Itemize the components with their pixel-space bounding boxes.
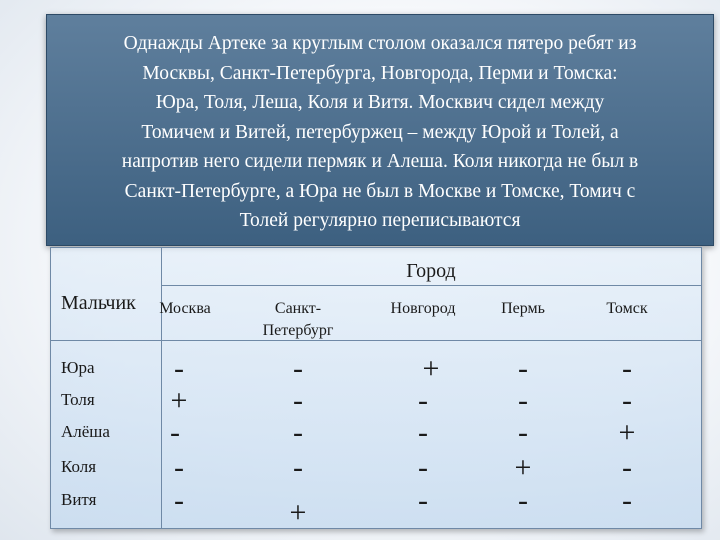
table-header-divider <box>161 285 701 286</box>
grid-cell-mark: - <box>418 416 428 449</box>
grid-cell-mark: - <box>293 416 303 449</box>
grid-cell-mark: - <box>518 484 528 517</box>
grid-cell-mark: - <box>622 384 632 417</box>
logic-grid-table <box>50 247 702 529</box>
problem-line-5: напротив него сидели пермяк и Алеша. Коля никогда не был в <box>121 151 639 172</box>
boy-row-label: Алёша <box>61 422 110 441</box>
city-column-header: Пермь <box>501 300 545 317</box>
boy-row-label: Юра <box>61 358 95 377</box>
grid-cell-mark: - <box>293 451 303 484</box>
grid-cell-mark: - <box>418 451 428 484</box>
city-column-header: Томск <box>606 300 648 317</box>
grid-cell-mark: - <box>418 384 428 417</box>
grid-cell-mark: - <box>518 416 528 449</box>
problem-line-3: Юра, Толя, Леша, Коля и Витя. Москвич сидел между <box>155 92 605 113</box>
problem-line-2: Москвы, Санкт-Петербурга, Новгорода, Перми и Томска: <box>142 62 618 84</box>
grid-cell-mark: + <box>618 416 636 449</box>
grid-cell-mark: - <box>293 352 303 385</box>
problem-text <box>47 15 713 236</box>
city-header: Город <box>406 260 456 282</box>
grid-cell-mark: - <box>518 384 528 417</box>
grid-cell-mark: - <box>622 352 632 385</box>
city-column-header: Санкт- Петербург <box>262 300 334 339</box>
grid-cell-mark: + <box>422 352 440 385</box>
grid-cell-mark: + <box>170 384 188 417</box>
problem-statement-box <box>46 14 714 246</box>
boy-row-label: Коля <box>61 457 97 476</box>
grid-cell-mark: - <box>174 484 184 517</box>
problem-line-7: Толей регулярно переписываются <box>239 210 521 231</box>
boy-row-label: Витя <box>61 490 97 509</box>
table-columns-divider <box>51 340 701 341</box>
grid-cell-mark: + <box>289 496 307 529</box>
grid-cell-mark: - <box>170 416 180 449</box>
problem-line-6: Санкт-Петербурге, а Юра не был в Москве и Томске, Томич с <box>124 180 636 202</box>
grid-cell-mark: - <box>174 352 184 385</box>
grid-cell-mark: - <box>622 484 632 517</box>
boy-row-label: Толя <box>61 390 95 409</box>
grid-cell-mark: - <box>622 451 632 484</box>
grid-cell-mark: - <box>174 451 184 484</box>
grid-cell-mark: - <box>293 384 303 417</box>
boy-header: Мальчик <box>61 292 136 314</box>
problem-line-4: Томичем и Витей, петербуржец – между Юрой и Толей, а <box>141 121 619 143</box>
city-column-header: Новгород <box>390 300 456 317</box>
grid-cell-mark: - <box>518 352 528 385</box>
problem-line-1: Однажды Артеке за круглым столом оказался пятеро ребят из <box>123 33 637 54</box>
grid-cell-mark: - <box>418 484 428 517</box>
city-column-header: Москва <box>159 300 211 317</box>
grid-cell-mark: + <box>514 451 532 484</box>
